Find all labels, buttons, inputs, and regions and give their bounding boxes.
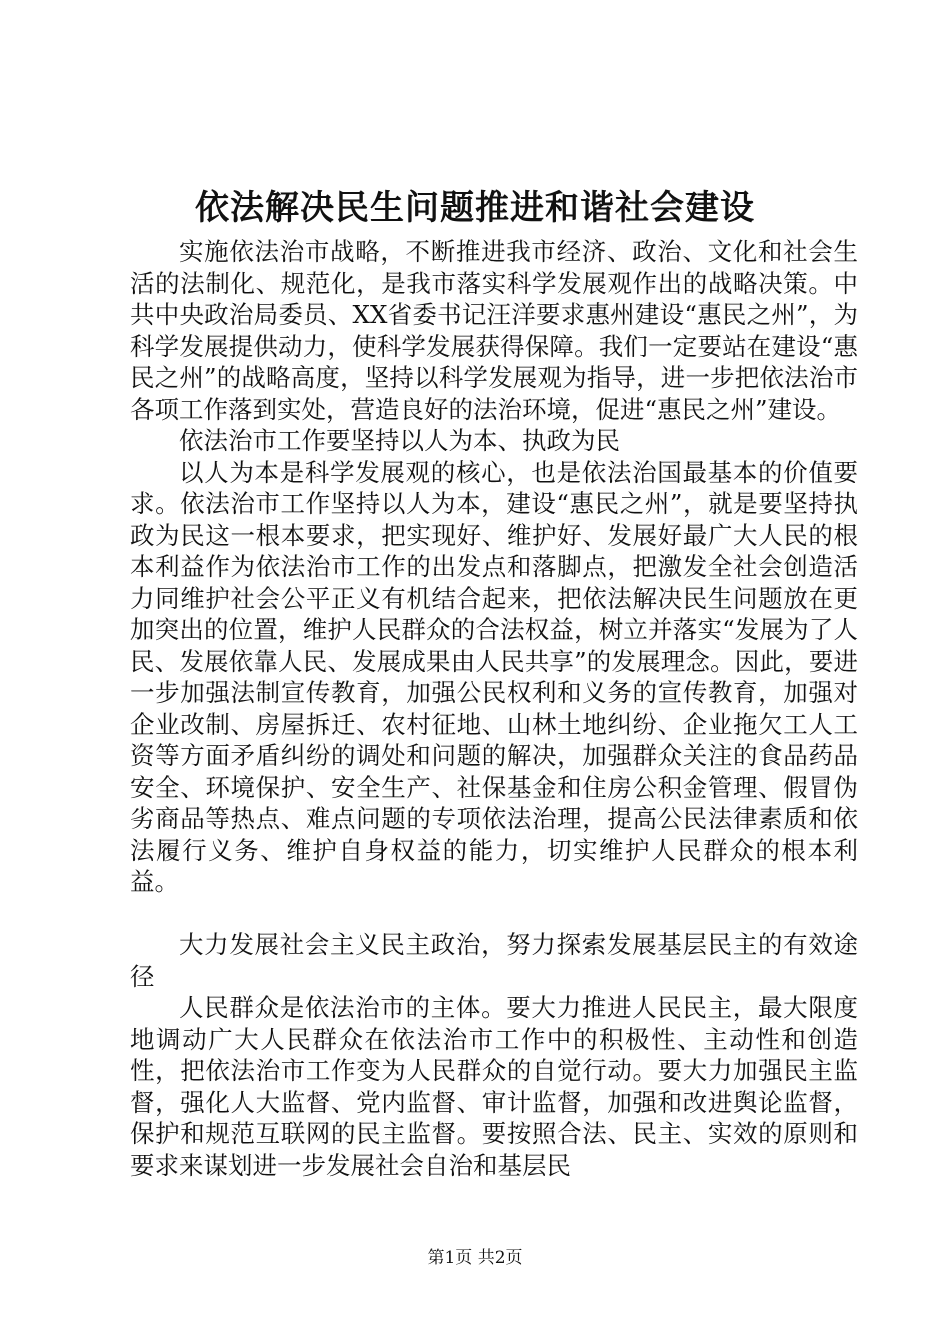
democracy-paragraph: 人民群众是依法治市的主体。要大力推进人民民主，最大限度地调动广大人民群众在依法治市工作中的积极性、主动性和创造性，把依法治市工作变为人民群众的自觉行动。要大力加强民主监督，强化人大监督、党内监督、审计监督，加强和改进舆论监督，保护和规范互联网的民主监督。要按照合法、民主、实效的原则和要求来谋划进一步发展社会自治和基层民 <box>130 993 858 1180</box>
page-indicator: 第1页 共2页 <box>427 1248 523 1268</box>
section-heading-people-oriented: 依法治市工作要坚持以人为本、执政为民 <box>179 426 620 455</box>
intro-paragraph: 实施依法治市战略，不断推进我市经济、政治、文化和社会生活的法制化、规范化，是我市落实科学发展观作出的战略决策。中共中央政治局委员、XX省委书记汪洋要求惠州建设“惠民之州”，为科学发展提供动力，使科学发展获得保障。我们一定要站在建设“惠民之州”的战略高度，坚持以科学发展观为指导，进一步把依法治市各项工作落到实处，营造良好的法治环境，促进“惠民之州”建设。 <box>130 237 858 424</box>
document-title: 依法解决民生问题推进和谐社会建设 <box>195 188 755 228</box>
section-heading-democracy: 大力发展社会主义民主政治，努力探索发展基层民主的有效途径 <box>130 930 858 991</box>
document-body <box>130 236 858 1181</box>
paragraph-spacer <box>130 898 858 930</box>
people-oriented-paragraph: 以人为本是科学发展观的核心，也是依法治国最基本的价值要求。依法治市工作坚持以人为本，建设“惠民之州”，就是要坚持执政为民这一根本要求，把实现好、维护好、发展好最广大人民的根本利益作为依法治市工作的出发点和落脚点，把激发全社会创造活力同维护社会公平正义有机结合起来，把依法解决民生问题放在更加突出的位置，维护人民群众的合法权益，树立并落实“发展为了人民、发展依靠人民、发展成果由人民共享”的发展理念。因此，要进一步加强法制宣传教育，加强公民权利和义务的宣传教育，加强对企业改制、房屋拆迁、农村征地、山林土地纠纷、企业拖欠工人工资等方面矛盾纠纷的调处和问题的解决，加强群众关注的食品药品安全、环境保护、安全生产、社保基金和住房公积金管理、假冒伪劣商品等热点、难点问题的专项依法治理，提高公民法律素质和依法履行义务、维护自身权益的能力，切实维护人民群众的根本利益。 <box>130 457 858 896</box>
